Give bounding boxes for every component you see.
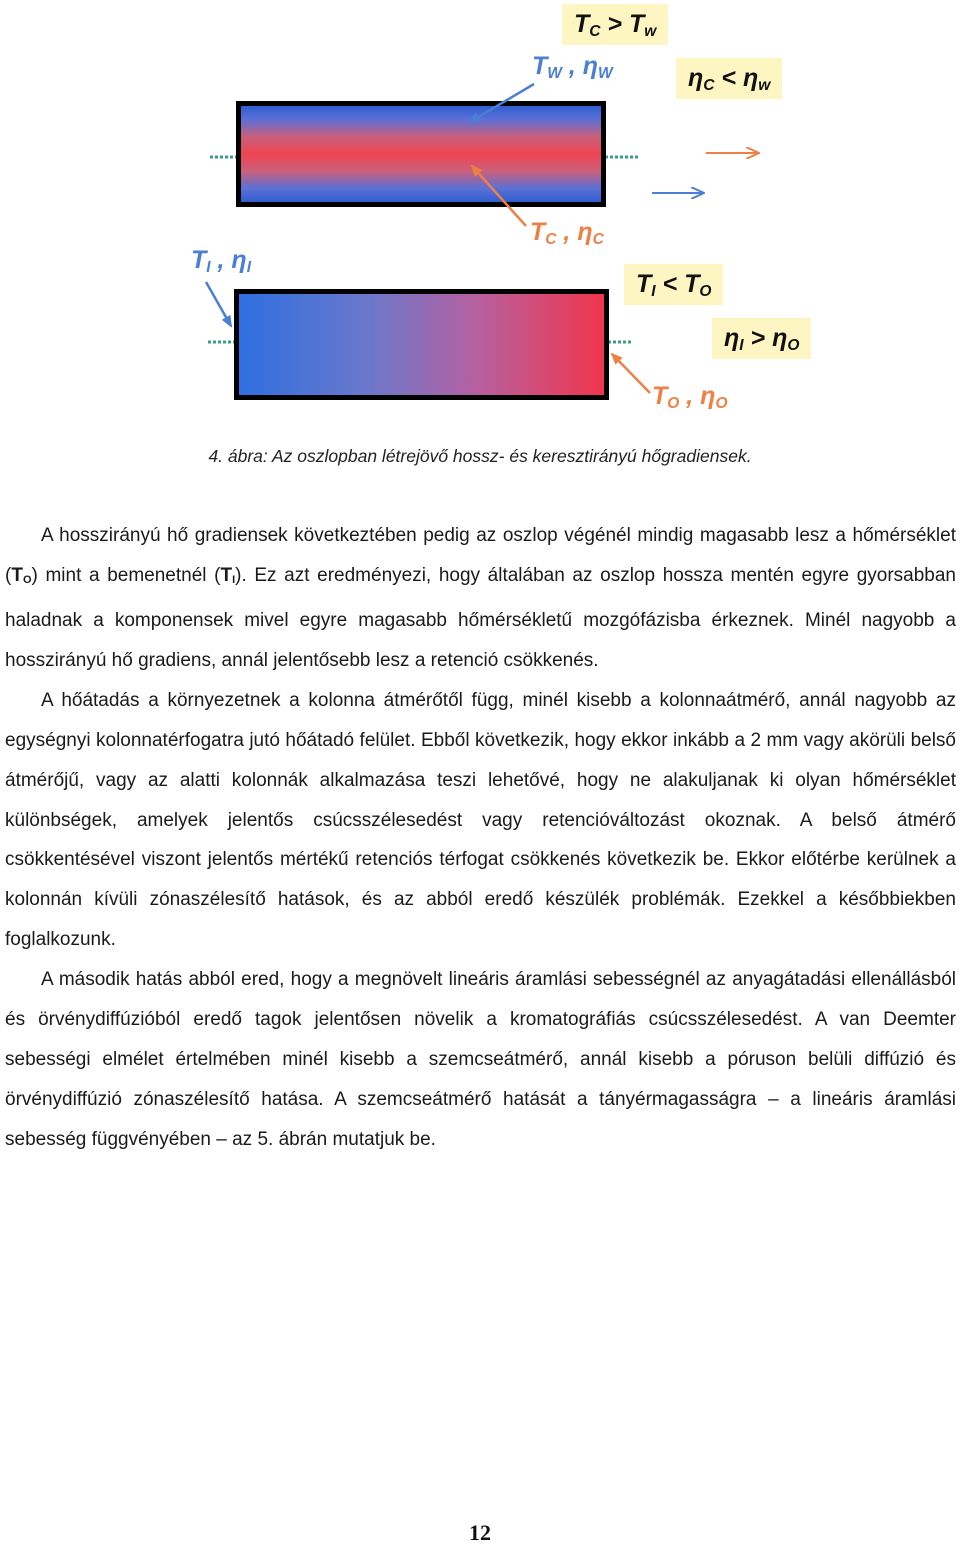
tc-greater-tw-label: $T_C > T_w$ bbox=[562, 4, 668, 45]
ti-pointer-arrow bbox=[206, 282, 231, 326]
axial-gradient-column bbox=[208, 289, 632, 400]
symbol-t-o: $T_O$ bbox=[11, 564, 32, 587]
eta-c-less-eta-w-label: $\eta_C < \eta_w$ bbox=[676, 58, 782, 99]
page-number: 12 bbox=[469, 1520, 491, 1545]
ti-eta-i-label: $T_I$ , $\eta_I$ bbox=[191, 246, 252, 276]
to-eta-o-label: $T_O$ , $\eta_O$ bbox=[652, 382, 728, 412]
symbol-t-i: $T_I$ bbox=[220, 564, 236, 587]
paragraph-1: A hosszirányú hő gradiensek következtében pedig az oszlop végénél mindig magasabb lesz a hőmérséklet $(T_O)$ mint a bemenetnél $(T_I)$. Ez azt eredményezi, hogy általában az oszlop hossza mentén egyre gyorsabban haladnak a komponensek mivel egyre magasabb hőmérsékletű mozgófázisba érkeznek. Minél nagyobb a hosszirányú hő gradiens, annál jelentősebb lesz a retenció csökkenés. bbox=[5, 525, 956, 671]
tc-eta-c-label: $T_C$ , $\eta_C$ bbox=[530, 218, 604, 248]
eta-i-greater-eta-o-label: $\eta_I > \eta_O$ bbox=[712, 318, 811, 359]
figure-graphics bbox=[0, 0, 960, 420]
body-text bbox=[5, 516, 956, 1160]
heat-gradient-figure bbox=[0, 0, 960, 420]
column-fill-bottom bbox=[239, 294, 604, 395]
paragraph-3: A második hatás abból ered, hogy a megnövelt lineáris áramlási sebességnél az anyagátadási ellenállásból és örvénydiffúzióból eredő tagok jelentősen növelik a kromatográfiás csúcsszélesedést. A van Deemter sebességi elmélet értelmében minél kisebb a szemcseátmérő, annál kisebb a póruson belüli diffúzió és örvénydiffúzió zónaszélesítő hatása. A szemcseátmérő hatását a tányérmagasságra – a lineáris áramlási sebesség függvényében – az 5. ábrán mutatjuk be. bbox=[5, 969, 956, 1150]
to-pointer-arrow bbox=[612, 354, 650, 393]
tw-eta-w-label: $T_W$ , $\eta_W$ bbox=[532, 52, 613, 82]
paragraph-2: A hőátadás a környezetnek a kolonna átmérőtől függ, minél kisebb a kolonnaátmérő, annál nagyobb az egységnyi kolonnatérfogatra jutó hőátadó felület. Ebből következik, hogy ekkor inkább a 2 mm vagy akörüli belső átmérőjű, vagy az alatti kolonnák alkalmazása teszi lehetővé, hogy ne alakuljanak ki olyan hőmérséklet különbségek, amelyek jelentős csúcsszélesedést vagy retencióváltozást okoznak. A belső átmérő csökkentésével viszont jelentős mértékű retenciós térfogat csökkenés következik be. Ekkor előtérbe kerülnek a kolonnán kívüli zónaszélesítő hatások, és az abból eredő készülék problémák. Ezekkel a későbbiekben foglalkozunk. bbox=[5, 689, 956, 951]
radial-gradient-column bbox=[210, 101, 640, 207]
ti-less-to-label: $T_I < T_O$ bbox=[624, 264, 723, 305]
figure-caption: 4. ábra: Az oszlopban létrejövő hossz- és keresztirányú hőgradiensek. bbox=[208, 446, 752, 466]
column-fill-top bbox=[241, 106, 601, 202]
